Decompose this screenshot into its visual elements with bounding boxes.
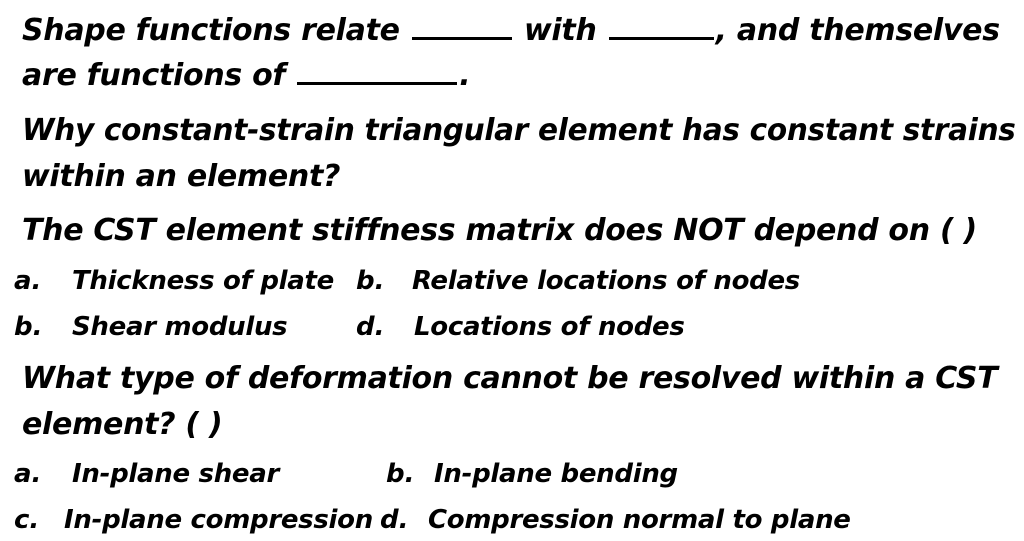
q3-option-text: Locations of nodes xyxy=(414,312,685,342)
q3-option-letter: a. xyxy=(14,266,42,296)
q1-text-part-3: , and themselves xyxy=(715,13,1000,48)
q4-option-text: In-plane bending xyxy=(434,459,678,489)
question-2-line-2: within an element? xyxy=(22,159,341,194)
q4-option-text: Compression normal to plane xyxy=(428,505,851,535)
q3-option-letter: d. xyxy=(356,312,385,342)
q3-option-letter: b. xyxy=(14,312,43,342)
q3-option-text: Relative locations of nodes xyxy=(412,266,800,296)
q1-text-part-1: Shape functions relate xyxy=(22,13,400,48)
q4-option-letter: b. xyxy=(386,459,415,489)
q1-end: . xyxy=(459,58,471,93)
question-3-text: The CST element stiffness matrix does NOT depend on ( ) xyxy=(22,213,977,248)
q1-blank-2 xyxy=(609,13,714,40)
q1-text-line-2: are functions of xyxy=(22,58,286,93)
q1-blank-3 xyxy=(297,58,457,85)
q3-option-letter: b. xyxy=(356,266,385,296)
q3-option-text: Thickness of plate xyxy=(72,266,334,296)
q1-blank-1 xyxy=(412,13,512,40)
q1-text-part-2: with xyxy=(524,13,597,48)
question-2-line-1: Why constant-strain triangular element has constant strains xyxy=(22,113,1016,148)
q4-option-text: In-plane shear xyxy=(72,459,280,489)
question-1-line-2 xyxy=(22,53,470,99)
question-4-line-2: element? ( ) xyxy=(22,407,223,442)
q4-option-letter: a. xyxy=(14,459,42,489)
question-4-line-1: What type of deformation cannot be resolved within a CST xyxy=(22,361,998,396)
q4-option-text: In-plane compression xyxy=(64,505,373,535)
q4-option-letter: c. xyxy=(14,505,40,535)
question-1-line-1 xyxy=(22,8,1000,54)
q3-option-text: Shear modulus xyxy=(72,312,288,342)
q4-option-letter: d. xyxy=(380,505,409,535)
